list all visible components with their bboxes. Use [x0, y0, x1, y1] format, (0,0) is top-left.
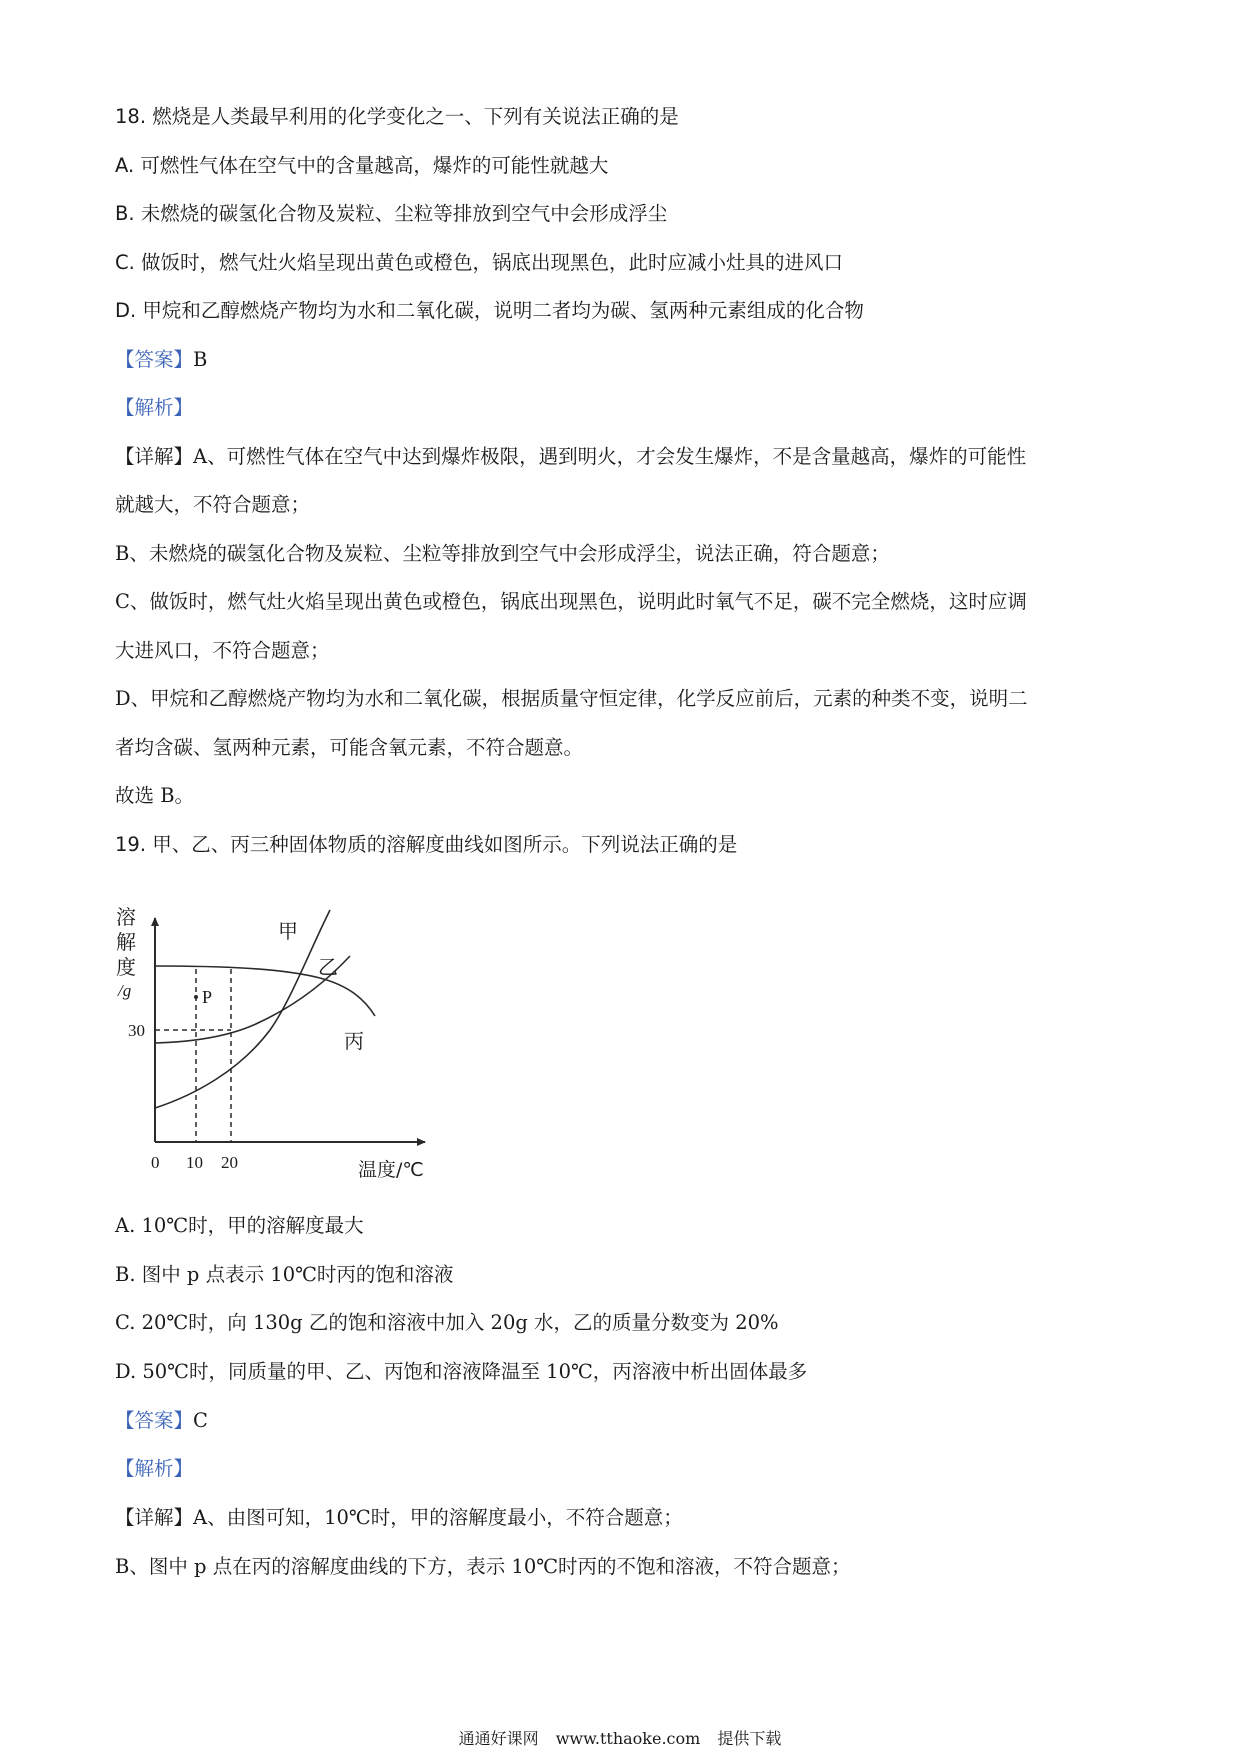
answer-tag: 【答案】 — [115, 1409, 194, 1432]
q18-detail-2: 就越大，不符合题意； — [115, 493, 311, 516]
q18-option-d: D. 甲烷和乙醇燃烧产物均为水和二氧化碳，说明二者均为碳、氢两种元素组成的化合物 — [115, 299, 864, 322]
q19-option-d: D. 50℃时，同质量的甲、乙、丙饱和溶液降温至 10℃，丙溶液中析出固体最多 — [115, 1360, 808, 1383]
answer-tag: 【答案】 — [115, 348, 194, 371]
q19-answer — [115, 1407, 1135, 1435]
detail-text: A、可燃性气体在空气中达到爆炸极限，遇到明火，才会发生爆炸，不是含量越高，爆炸的可能性 — [193, 445, 1027, 468]
footer-url[interactable]: www.tthaoke.com — [555, 1729, 701, 1748]
q19-detail-1 — [115, 1504, 1135, 1532]
q18-answer — [115, 346, 1135, 374]
ytick-30: 30 — [128, 1021, 145, 1040]
q18-detail-3: B、未燃烧的碳氢化合物及炭粒、尘粒等排放到空气中会形成浮尘，说法正确，符合题意； — [115, 542, 890, 565]
point-p-marker — [194, 995, 198, 999]
q18-detail-4: C、做饭时，燃气灶火焰呈现出黄色或橙色，锅底出现黑色，说明此时氧气不足，碳不完全燃烧，这时应调 — [115, 590, 1027, 613]
q19-option-c: C. 20℃时，向 130g 乙的饱和溶液中加入 20g 水，乙的质量分数变为 20% — [115, 1311, 779, 1334]
q19-option-a: A. 10℃时，甲的溶解度最大 — [115, 1214, 364, 1237]
q18-option-a: A. 可燃性气体在空气中的含量越高，爆炸的可能性就越大 — [115, 154, 609, 177]
page-footer — [0, 1728, 1240, 1750]
answer-value: B — [193, 348, 208, 371]
series-jia-curve — [155, 910, 330, 1108]
ylabel-char-2: 解 — [116, 930, 136, 954]
answer-value: C — [193, 1409, 208, 1432]
footer-note: 提供下载 — [717, 1729, 782, 1748]
q18-detail-7: 者均含碳、氢两种元素，可能含氧元素，不符合题意。 — [115, 736, 584, 759]
q19-stem: 19. 甲、乙、丙三种固体物质的溶解度曲线如图所示。下列说法正确的是 — [115, 833, 738, 856]
q18-analysis-tag: 【解析】 — [115, 396, 194, 419]
series-bing-curve — [155, 966, 375, 1016]
xtick-10: 10 — [186, 1153, 203, 1172]
q18-detail-6: D、甲烷和乙醇燃烧产物均为水和二氧化碳，根据质量守恒定律，化学反应前后，元素的种类不变，说明二 — [115, 687, 1028, 710]
detail-text: A、由图可知，10℃时，甲的溶解度最小，不符合题意； — [193, 1506, 683, 1529]
footer-site: 通通好课网 — [458, 1729, 539, 1748]
q18-conclusion: 故选 B。 — [115, 784, 195, 807]
xtick-20: 20 — [221, 1153, 238, 1172]
detail-tag: 【详解】 — [115, 1506, 194, 1529]
ylabel-char-3: 度 — [116, 955, 136, 979]
point-p-label: P — [202, 987, 213, 1007]
q19-option-b: B. 图中 p 点表示 10℃时丙的饱和溶液 — [115, 1263, 454, 1286]
q18-detail-1 — [115, 443, 1135, 471]
q19-detail-2: B、图中 p 点在丙的溶解度曲线的下方，表示 10℃时丙的不饱和溶液，不符合题意； — [115, 1555, 851, 1578]
series-yi-label: 乙 — [318, 955, 338, 979]
q19-analysis-tag: 【解析】 — [115, 1457, 194, 1480]
q18-detail-5: 大进风口，不符合题意； — [115, 639, 330, 662]
solubility-chart — [110, 890, 440, 1190]
series-jia-label: 甲 — [278, 919, 298, 943]
xlabel: 温度/℃ — [358, 1159, 424, 1181]
ylabel-char-1: 溶 — [116, 905, 136, 929]
q18-option-c: C. 做饭时，燃气灶火焰呈现出黄色或橙色，锅底出现黑色，此时应减小灶具的进风口 — [115, 251, 844, 274]
q18-stem: 18. 燃烧是人类最早利用的化学变化之一、下列有关说法正确的是 — [115, 105, 679, 128]
xtick-0: 0 — [151, 1153, 160, 1172]
series-bing-label: 丙 — [344, 1029, 364, 1053]
detail-tag: 【详解】 — [115, 445, 194, 468]
q18-option-b: B. 未燃烧的碳氢化合物及炭粒、尘粒等排放到空气中会形成浮尘 — [115, 202, 668, 225]
ylabel-char-4: /g — [118, 981, 132, 1000]
